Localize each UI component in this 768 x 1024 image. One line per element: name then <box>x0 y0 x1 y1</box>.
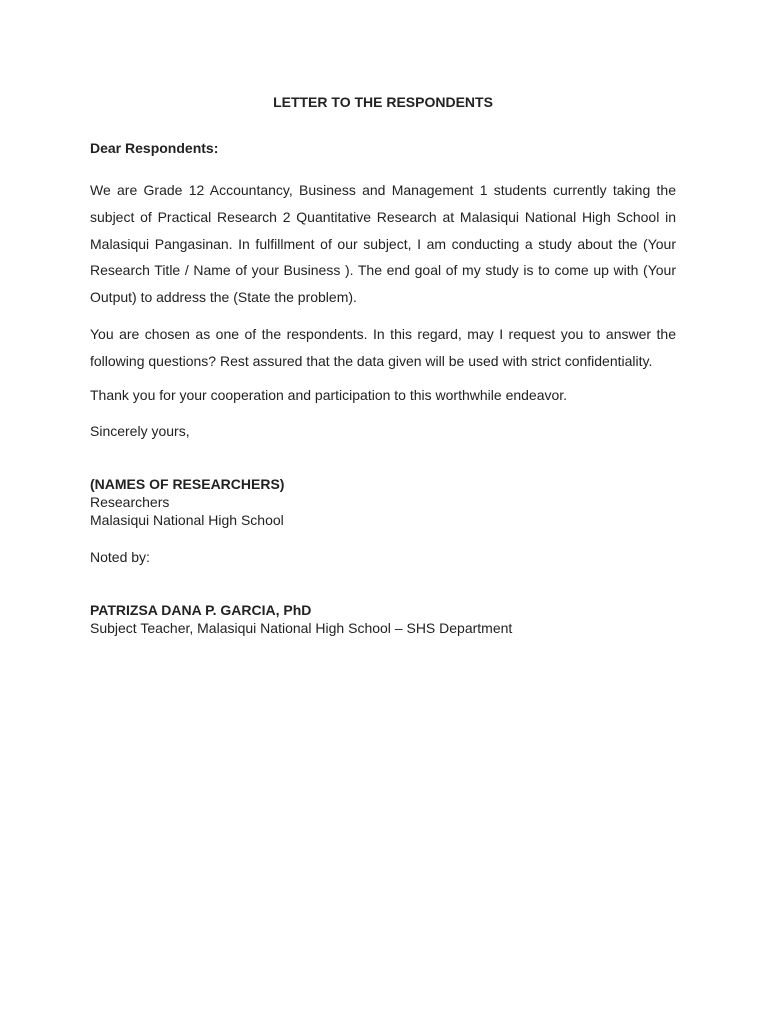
noted-by-label: Noted by: <box>90 548 150 565</box>
researchers-signature-block <box>90 475 676 529</box>
paragraph-thanks: Thank you for your cooperation and participation to this worthwhile endeavor. <box>90 386 568 403</box>
salutation: Dear Respondents: <box>90 140 219 156</box>
researchers-name: (NAMES OF RESEARCHERS) <box>90 475 285 492</box>
paragraph-request: You are chosen as one of the respondents. In this regard, may I request you to answer the following questions? Rest assured that the data given will be used with strict confidentiality. <box>90 325 676 369</box>
teacher-name: PATRIZSA DANA P. GARCIA, PhD <box>90 601 312 618</box>
letter-title: LETTER TO THE RESPONDENTS <box>273 94 493 110</box>
researchers-role: Researchers <box>90 493 170 510</box>
closing: Sincerely yours, <box>90 422 190 439</box>
teacher-signature-block <box>90 601 676 637</box>
paragraph-introduction: We are Grade 12 Accountancy, Business and Management 1 students currently taking the subject of Practical Research 2 Quantitative Research at Malasiqui National High School in Malasiqui Pangasinan. In fulfillment of our subject, I am conducting a study about the (Your Research Title / Name of your Business ). The end goal of my study is to come up with (Your Output) to address the (State the problem). <box>90 182 676 306</box>
researchers-school: Malasiqui National High School <box>90 511 284 528</box>
teacher-position: Subject Teacher, Malasiqui National High School – SHS Department <box>90 619 513 636</box>
letter-body <box>90 93 676 655</box>
